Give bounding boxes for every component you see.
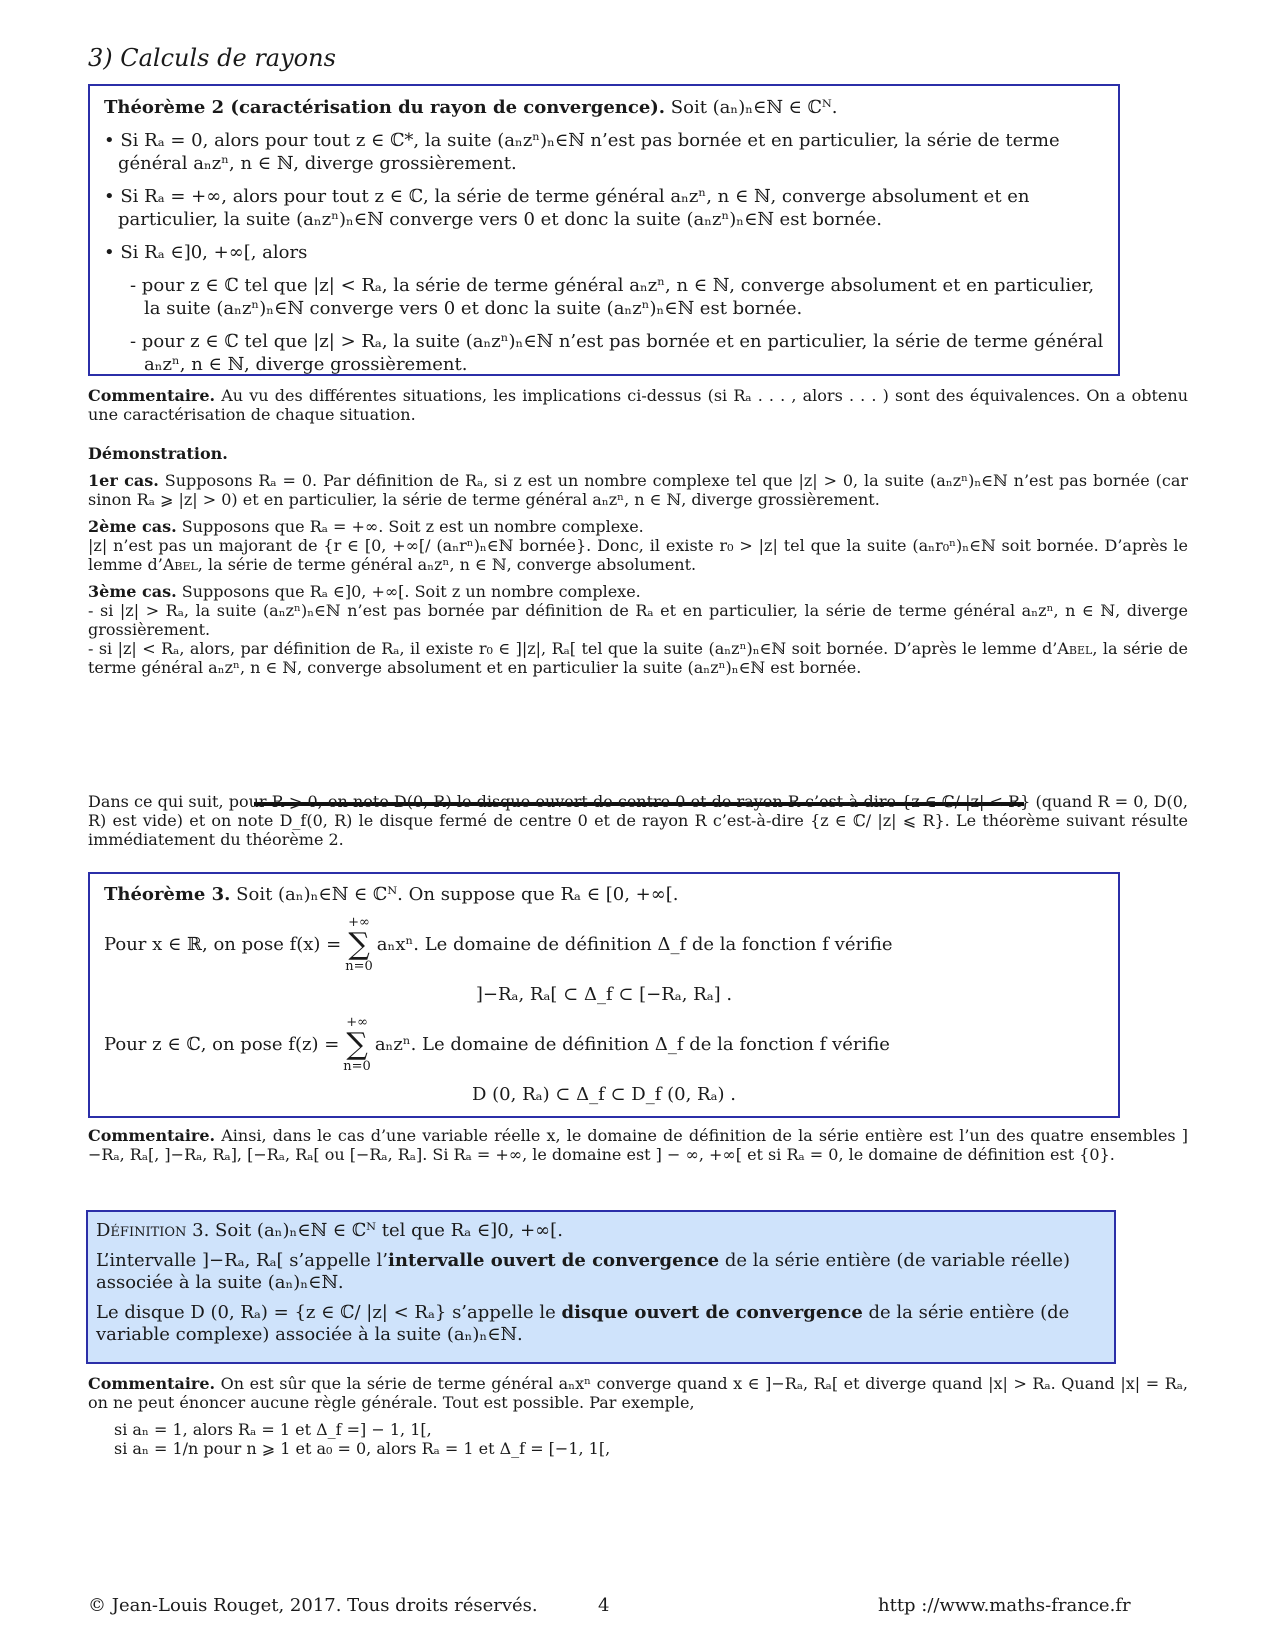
demonstration: [88, 444, 1188, 685]
demo-case-1: 1er cas. Supposons Rₐ = 0. Par définition de Rₐ, si z est un nombre complexe tel que |z| > 0, la suite (aₙzⁿ)ₙ∈ℕ n’est pas bornée (car sinon Rₐ ⩾ |z| > 0) et en particulier, la série de terme général aₙzⁿ, n ∈ ℕ, diverge grossièrement.: [88, 471, 1189, 509]
demo-head: Démonstration.: [88, 444, 228, 463]
intro-paragraph: Dans ce qui suit, pour R ⩾ 0, on note D(0, R) le disque ouvert de centre 0 et de rayon R c’est-à-dire {z ∈ ℂ/ |z| < R} (quand R = 0, D(0, R) est vide) et on note D_f(0, R) le disque fermé de centre 0 et de rayon R c’est-à-dire {z ∈ ℂ/ |z| ⩽ R}. Le théorème suivant résulte immédiatement du théorème 2.: [88, 792, 1188, 849]
sum-symbol: +∞ ∑ n=0: [345, 915, 373, 974]
example-1: si aₙ = 1, alors Rₐ = 1 et Δ_f =] − 1, 1[,: [114, 1420, 432, 1439]
theorem-2-bullet-2: • Si Rₐ = +∞, alors pour tout z ∈ ℂ, la série de terme général aₙzⁿ, n ∈ ℕ, converge absolument et en particulier, la suite (aₙzⁿ)ₙ∈ℕ converge vers 0 et donc la suite (aₙzⁿ)ₙ∈ℕ est bornée.: [104, 186, 1030, 230]
demo-case-2: 2ème cas. Supposons que Rₐ = +∞. Soit z est un nombre complexe. |z| n’est pas un majorant de {r ∈ [0, +∞[/ (aₙrⁿ)ₙ∈ℕ bornée}. Donc, il existe r₀ > |z| tel que la suite (aₙr₀ⁿ)ₙ∈ℕ soit bornée. D’après le lemme d’Abel, la série de terme général aₙzⁿ, n ∈ ℕ, converge absolument.: [88, 517, 1188, 574]
sum-symbol: +∞ ∑ n=0: [343, 1015, 371, 1074]
comment-2: Commentaire. Ainsi, dans le cas d’une variable réelle x, le domaine de définition de la série entière est l’un des quatre ensembles ]−Rₐ, Rₐ[, ]−Rₐ, Rₐ], [−Rₐ, Rₐ[ ou [−Rₐ, Rₐ]. Si Rₐ = +∞, le domaine est ] − ∞, +∞[ et si Rₐ = 0, le domaine de définition est {0}.: [88, 1126, 1188, 1164]
definition-3-box: Définition 3. Soit (aₙ)ₙ∈ℕ ∈ ℂᴺ tel que Rₐ ∈]0, +∞[. L’intervalle ]−Rₐ, Rₐ[ s’appelle l’intervalle ouvert de convergence de la série entière (de variable réelle) associée à la suite (aₙ)ₙ∈ℕ. Le disque D (0, Rₐ) = {z ∈ ℂ/ |z| < Rₐ} s’appelle le disque ouvert de convergence de la série entière (de variable complexe) associée à la suite (aₙ)ₙ∈ℕ.: [86, 1210, 1116, 1364]
theorem-2-sub-1: - pour z ∈ ℂ tel que |z| < Rₐ, la série de terme général aₙzⁿ, n ∈ ℕ, converge absolument et en particulier, la suite (aₙzⁿ)ₙ∈ℕ converge vers 0 et donc la suite (aₙzⁿ)ₙ∈ℕ est bornée.: [130, 275, 1095, 319]
comment-1: Commentaire. Au vu des différentes situations, les implications ci-dessus (si Rₐ . . . , alors . . . ) sont des équivalences. On a obtenu une caractérisation de chaque situation.: [88, 386, 1188, 424]
definition-3-interval: L’intervalle ]−Rₐ, Rₐ[ s’appelle l’intervalle ouvert de convergence de la série entière (de variable réelle) associée à la suite (aₙ)ₙ∈ℕ.: [96, 1250, 1071, 1293]
footer-page-number: 4: [598, 1595, 610, 1616]
theorem-3-line-2: Pour z ∈ ℂ, on pose f(z) =+∞ ∑ n=0aₙzⁿ. Le domaine de définition Δ_f de la fonction f vérifie: [104, 1015, 890, 1074]
theorem-3-eq-1: ]−Rₐ, Rₐ[ ⊂ Δ_f ⊂ [−Rₐ, Rₐ] .: [475, 984, 733, 1005]
theorem-2-box: [88, 84, 1120, 376]
theorem-3-eq-2: D (0, Rₐ) ⊂ Δ_f ⊂ D_f (0, Rₐ) .: [472, 1084, 736, 1105]
example-2: si aₙ = 1/n pour n ⩾ 1 et a₀ = 0, alors Rₐ = 1 et Δ_f = [−1, 1[,: [114, 1439, 611, 1458]
theorem-2-bullet-1: • Si Rₐ = 0, alors pour tout z ∈ ℂ*, la suite (aₙzⁿ)ₙ∈ℕ n’est pas bornée et en particulier, la série de terme général aₙzⁿ, n ∈ ℕ, diverge grossièrement.: [104, 130, 1060, 174]
theorem-2-head: Théorème 2 (caractérisation du rayon de convergence).: [104, 97, 666, 118]
footer-url[interactable]: http ://www.maths-france.fr: [878, 1595, 1131, 1616]
theorem-3-box: Théorème 3. Soit (aₙ)ₙ∈ℕ ∈ ℂᴺ. On suppose que Rₐ ∈ [0, +∞[. Pour x ∈ ℝ, on pose f(x) =+∞ ∑ n=0aₙxⁿ. Le domaine de définition Δ_f de la fonction f vérifie ]−Rₐ, Rₐ[ ⊂ Δ_f ⊂ [−Rₐ, Rₐ] . Pour z ∈ ℂ, on pose f(z) =+∞ ∑ n=0aₙzⁿ. Le domaine de définition Δ_f de la fonction f vérifie D (0, Rₐ) ⊂ Δ_f ⊂ D_f (0, Rₐ) .: [88, 872, 1120, 1118]
theorem-2-bullet-3: • Si Rₐ ∈]0, +∞[, alors: [104, 242, 308, 263]
section-title: 3) Calculs de rayons: [88, 44, 336, 72]
theorem-2-intro: Soit (aₙ)ₙ∈ℕ ∈ ℂᴺ.: [665, 97, 838, 118]
theorem-2-sub-2: - pour z ∈ ℂ tel que |z| > Rₐ, la suite (aₙzⁿ)ₙ∈ℕ n’est pas bornée et en particulier, la série de terme général aₙzⁿ, n ∈ ℕ, diverge grossièrement.: [130, 331, 1104, 375]
comment-3: Commentaire. On est sûr que la série de terme général aₙxⁿ converge quand x ∈ ]−Rₐ, Rₐ[ et diverge quand |x| > Rₐ. Quand |x| = Rₐ, on ne peut énoncer aucune règle générale. Tout est possible. Par exemple, si aₙ = 1, alors Rₐ = 1 et Δ_f =] − 1, 1[, si aₙ = 1/n pour n ⩾ 1 et a₀ = 0, alors Rₐ = 1 et Δ_f = [−1, 1[,: [88, 1374, 1188, 1458]
demo-case-3: 3ème cas. Supposons que Rₐ ∈]0, +∞[. Soit z un nombre complexe. - si |z| > Rₐ, la suite (aₙzⁿ)ₙ∈ℕ n’est pas bornée par définition de Rₐ et en particulier, la série de terme général aₙzⁿ, n ∈ ℕ, diverge grossièrement. - si |z| < Rₐ, alors, par définition de Rₐ, il existe r₀ ∈ ]|z|, Rₐ[ tel que la suite (aₙzⁿ)ₙ∈ℕ soit bornée. D’après le lemme d’Abel, la série de terme général aₙzⁿ, n ∈ ℕ, converge absolument et en particulier la suite (aₙzⁿ)ₙ∈ℕ est bornée.: [88, 582, 1189, 677]
definition-3-disc: Le disque D (0, Rₐ) = {z ∈ ℂ/ |z| < Rₐ} s’appelle le disque ouvert de convergence de la série entière (de variable complexe) associée à la suite (aₙ)ₙ∈ℕ.: [96, 1302, 1070, 1345]
theorem-3-line-1: Pour x ∈ ℝ, on pose f(x) =+∞ ∑ n=0aₙxⁿ. Le domaine de définition Δ_f de la fonction f vérifie: [104, 915, 893, 974]
footer-copyright: © Jean-Louis Rouget, 2017. Tous droits réservés.: [88, 1595, 538, 1616]
